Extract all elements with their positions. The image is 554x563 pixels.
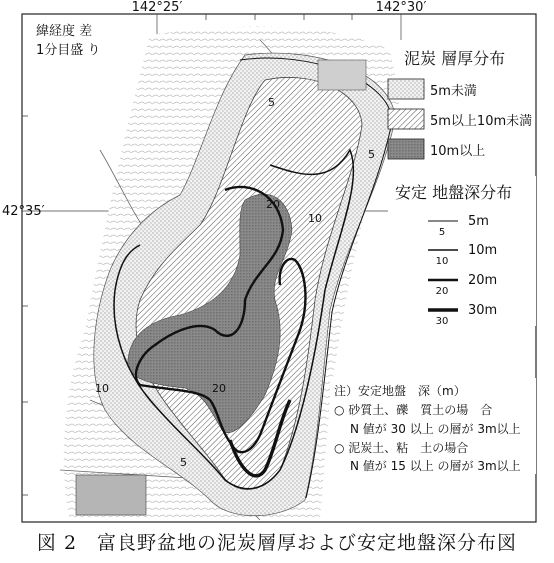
peat-legend-title: 泥炭 層厚分布 bbox=[404, 49, 506, 68]
depth-legend-title: 安定 地盤深分布 bbox=[395, 183, 513, 202]
contour-label-10-west: 10 bbox=[95, 382, 109, 395]
note-line2: N 値が 30 以上 の層が 3m以上 bbox=[350, 422, 521, 436]
contour-label-5-east: 5 bbox=[368, 148, 375, 161]
note-line4: N 値が 15 以上 の層が 3m以上 bbox=[350, 459, 521, 473]
peat-legend-item-3: 10m以上 bbox=[430, 144, 486, 159]
town-north bbox=[318, 60, 366, 90]
contour-label-20-north: 20 bbox=[266, 198, 280, 211]
grid-note-line2: 1分目盛 り bbox=[36, 43, 101, 58]
lon-label-left: 142°25′ bbox=[131, 0, 183, 15]
depth-legend bbox=[388, 176, 536, 327]
peat-legend-item-1: 5m未満 bbox=[430, 84, 477, 99]
depth-legend-value-5: 5 bbox=[438, 227, 446, 238]
contour-label-20-south: 20 bbox=[212, 382, 226, 395]
lon-label-right: 142°30′ bbox=[375, 0, 427, 15]
peat-legend-swatch-dense bbox=[388, 139, 424, 159]
depth-legend-value-30: 30 bbox=[435, 316, 449, 327]
grid-note-line1: 緯経度 差 bbox=[36, 24, 93, 39]
note-title: 注）安定地盤 深（m） bbox=[334, 384, 466, 398]
contour-label-10-east: 10 bbox=[308, 212, 322, 225]
depth-note bbox=[330, 378, 536, 474]
depth-legend-label-10: 10m bbox=[468, 243, 498, 258]
peat-legend-item-2: 5m以上10m未満 bbox=[430, 114, 533, 129]
depth-legend-value-10: 10 bbox=[435, 256, 449, 267]
depth-legend-label-30: 30m bbox=[468, 303, 498, 318]
depth-legend-label-5: 5m bbox=[468, 214, 489, 229]
contour-label-5-north: 5 bbox=[268, 96, 275, 109]
peat-legend-swatch-dots bbox=[388, 79, 424, 99]
contour-label-5-south: 5 bbox=[180, 456, 187, 469]
note-line1: ○ 砂質土、礫 質土の場 合 bbox=[334, 403, 493, 417]
peat-legend bbox=[388, 40, 535, 170]
town-south bbox=[76, 475, 146, 515]
depth-legend-label-20: 20m bbox=[468, 273, 498, 288]
figure-caption: 図 2 富良野盆地の泥炭層厚および安定地盤深分布図 bbox=[36, 532, 518, 554]
peat-legend-swatch-hatch bbox=[388, 109, 424, 129]
lat-label: 42°35′ bbox=[2, 204, 45, 219]
depth-legend-value-20: 20 bbox=[435, 286, 449, 297]
note-line3: ○ 泥炭土、粘 土の場合 bbox=[334, 441, 469, 455]
